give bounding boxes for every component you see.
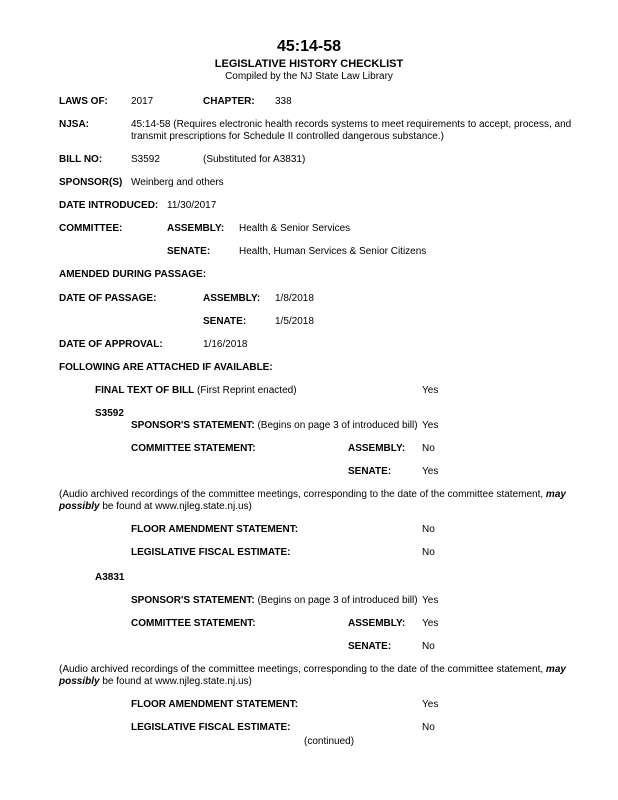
bill-substitution-note: (Substituted for A3831) (203, 154, 306, 165)
a3831-audio-text: (Audio archived recordings of the committee meetings, corresponding to the date of the committee statement, (59, 664, 546, 675)
s3592-audio-text: (Audio archived recordings of the committee meetings, corresponding to the date of the committee statement, (59, 489, 546, 500)
a3831-committee-senate-value: No (422, 641, 435, 652)
njsa-value: 45:14-58 (Requires electronic health records systems to meet requirements to accept, process, and transmit prescriptions for Schedule II controlled dangerous substance.) (131, 119, 572, 142)
a3831-committee-assembly-label: ASSEMBLY: (348, 618, 406, 629)
date-of-approval-value: 1/16/2018 (203, 339, 248, 350)
a3831-fiscal-estimate-label: LEGISLATIVE FISCAL ESTIMATE: (131, 722, 291, 733)
s3592-audio-emphasis: may possibly (59, 489, 566, 512)
s3592-sponsor-row (131, 420, 418, 432)
a3831-audio-text-end: be found at www.njleg.state.nj.us) (99, 676, 252, 687)
s3592-committee-label: COMMITTEE STATEMENT: (131, 443, 256, 454)
committee-senate-label: SENATE: (167, 246, 211, 257)
a3831-fiscal-estimate-value: No (422, 722, 435, 733)
date-of-passage-label: DATE OF PASSAGE: (59, 293, 157, 304)
committee-senate-value: Health, Human Services & Senior Citizens (239, 246, 427, 257)
chapter-value: 338 (275, 96, 292, 107)
final-text-value: Yes (422, 385, 439, 396)
passage-assembly-label: ASSEMBLY: (203, 293, 261, 304)
date-of-approval-label: DATE OF APPROVAL: (59, 339, 163, 350)
final-text-row (95, 385, 297, 397)
page-subtitle: LEGISLATIVE HISTORY CHECKLIST (214, 58, 404, 70)
passage-assembly-value: 1/8/2018 (275, 293, 314, 304)
bill-no-value: S3592 (131, 154, 160, 165)
sponsor-value: Weinberg and others (131, 177, 224, 188)
njsa-label: NJSA: (59, 119, 90, 130)
s3592-fiscal-estimate-label: LEGISLATIVE FISCAL ESTIMATE: (131, 547, 291, 558)
s3592-audio-text-end: be found at www.njleg.state.nj.us) (99, 501, 252, 512)
a3831-committee-assembly-value: Yes (422, 618, 439, 629)
s3592-heading: S3592 (95, 408, 124, 419)
s3592-committee-senate-label: SENATE: (348, 466, 392, 477)
a3831-committee-label: COMMITTEE STATEMENT: (131, 618, 256, 629)
a3831-sponsor-row (131, 595, 418, 607)
continued-note: (continued) (304, 736, 355, 747)
committee-label: COMMITTEE: (59, 223, 123, 234)
chapter-label: CHAPTER: (203, 96, 255, 107)
s3592-sponsor-value: Yes (422, 420, 439, 431)
final-text-note: (First Reprint enacted) (197, 385, 297, 396)
committee-assembly-label: ASSEMBLY: (167, 223, 225, 234)
a3831-floor-amendment-label: FLOOR AMENDMENT STATEMENT: (131, 699, 299, 710)
a3831-sponsor-value: Yes (422, 595, 439, 606)
bill-no-label: BILL NO: (59, 154, 103, 165)
s3592-committee-assembly-value: No (422, 443, 435, 454)
s3592-committee-assembly-label: ASSEMBLY: (348, 443, 406, 454)
laws-of-label: LAWS OF: (59, 96, 108, 107)
date-introduced-label: DATE INTRODUCED: (59, 200, 159, 211)
s3592-fiscal-estimate-value: No (422, 547, 435, 558)
sponsor-label: SPONSOR(S) (59, 177, 123, 188)
a3831-sponsor-label: SPONSOR'S STATEMENT: (131, 595, 255, 606)
final-text-label: FINAL TEXT OF BILL (95, 385, 195, 396)
amended-during-passage-label: AMENDED DURING PASSAGE: (59, 269, 207, 280)
s3592-audio-note (59, 489, 609, 513)
s3592-sponsor-label: SPONSOR'S STATEMENT: (131, 420, 255, 431)
a3831-sponsor-note: (Begins on page 3 of introduced bill) (257, 595, 418, 606)
s3592-floor-amendment-value: No (422, 524, 435, 535)
passage-senate-value: 1/5/2018 (275, 316, 314, 327)
a3831-audio-emphasis: may possibly (59, 664, 566, 687)
compiled-by: Compiled by the NJ State Law Library (225, 71, 393, 82)
committee-assembly-value: Health & Senior Services (239, 223, 351, 234)
a3831-heading: A3831 (95, 572, 125, 583)
s3592-floor-amendment-label: FLOOR AMENDMENT STATEMENT: (131, 524, 299, 535)
a3831-audio-note (59, 664, 609, 688)
attached-heading: FOLLOWING ARE ATTACHED IF AVAILABLE: (59, 362, 273, 373)
laws-of-value: 2017 (131, 96, 154, 107)
s3592-sponsor-note: (Begins on page 3 of introduced bill) (257, 420, 418, 431)
s3592-committee-senate-value: Yes (422, 466, 439, 477)
a3831-committee-senate-label: SENATE: (348, 641, 392, 652)
a3831-floor-amendment-value: Yes (422, 699, 439, 710)
passage-senate-label: SENATE: (203, 316, 247, 327)
date-introduced-value: 11/30/2017 (167, 200, 217, 211)
page-title: 45:14-58 (276, 38, 342, 55)
